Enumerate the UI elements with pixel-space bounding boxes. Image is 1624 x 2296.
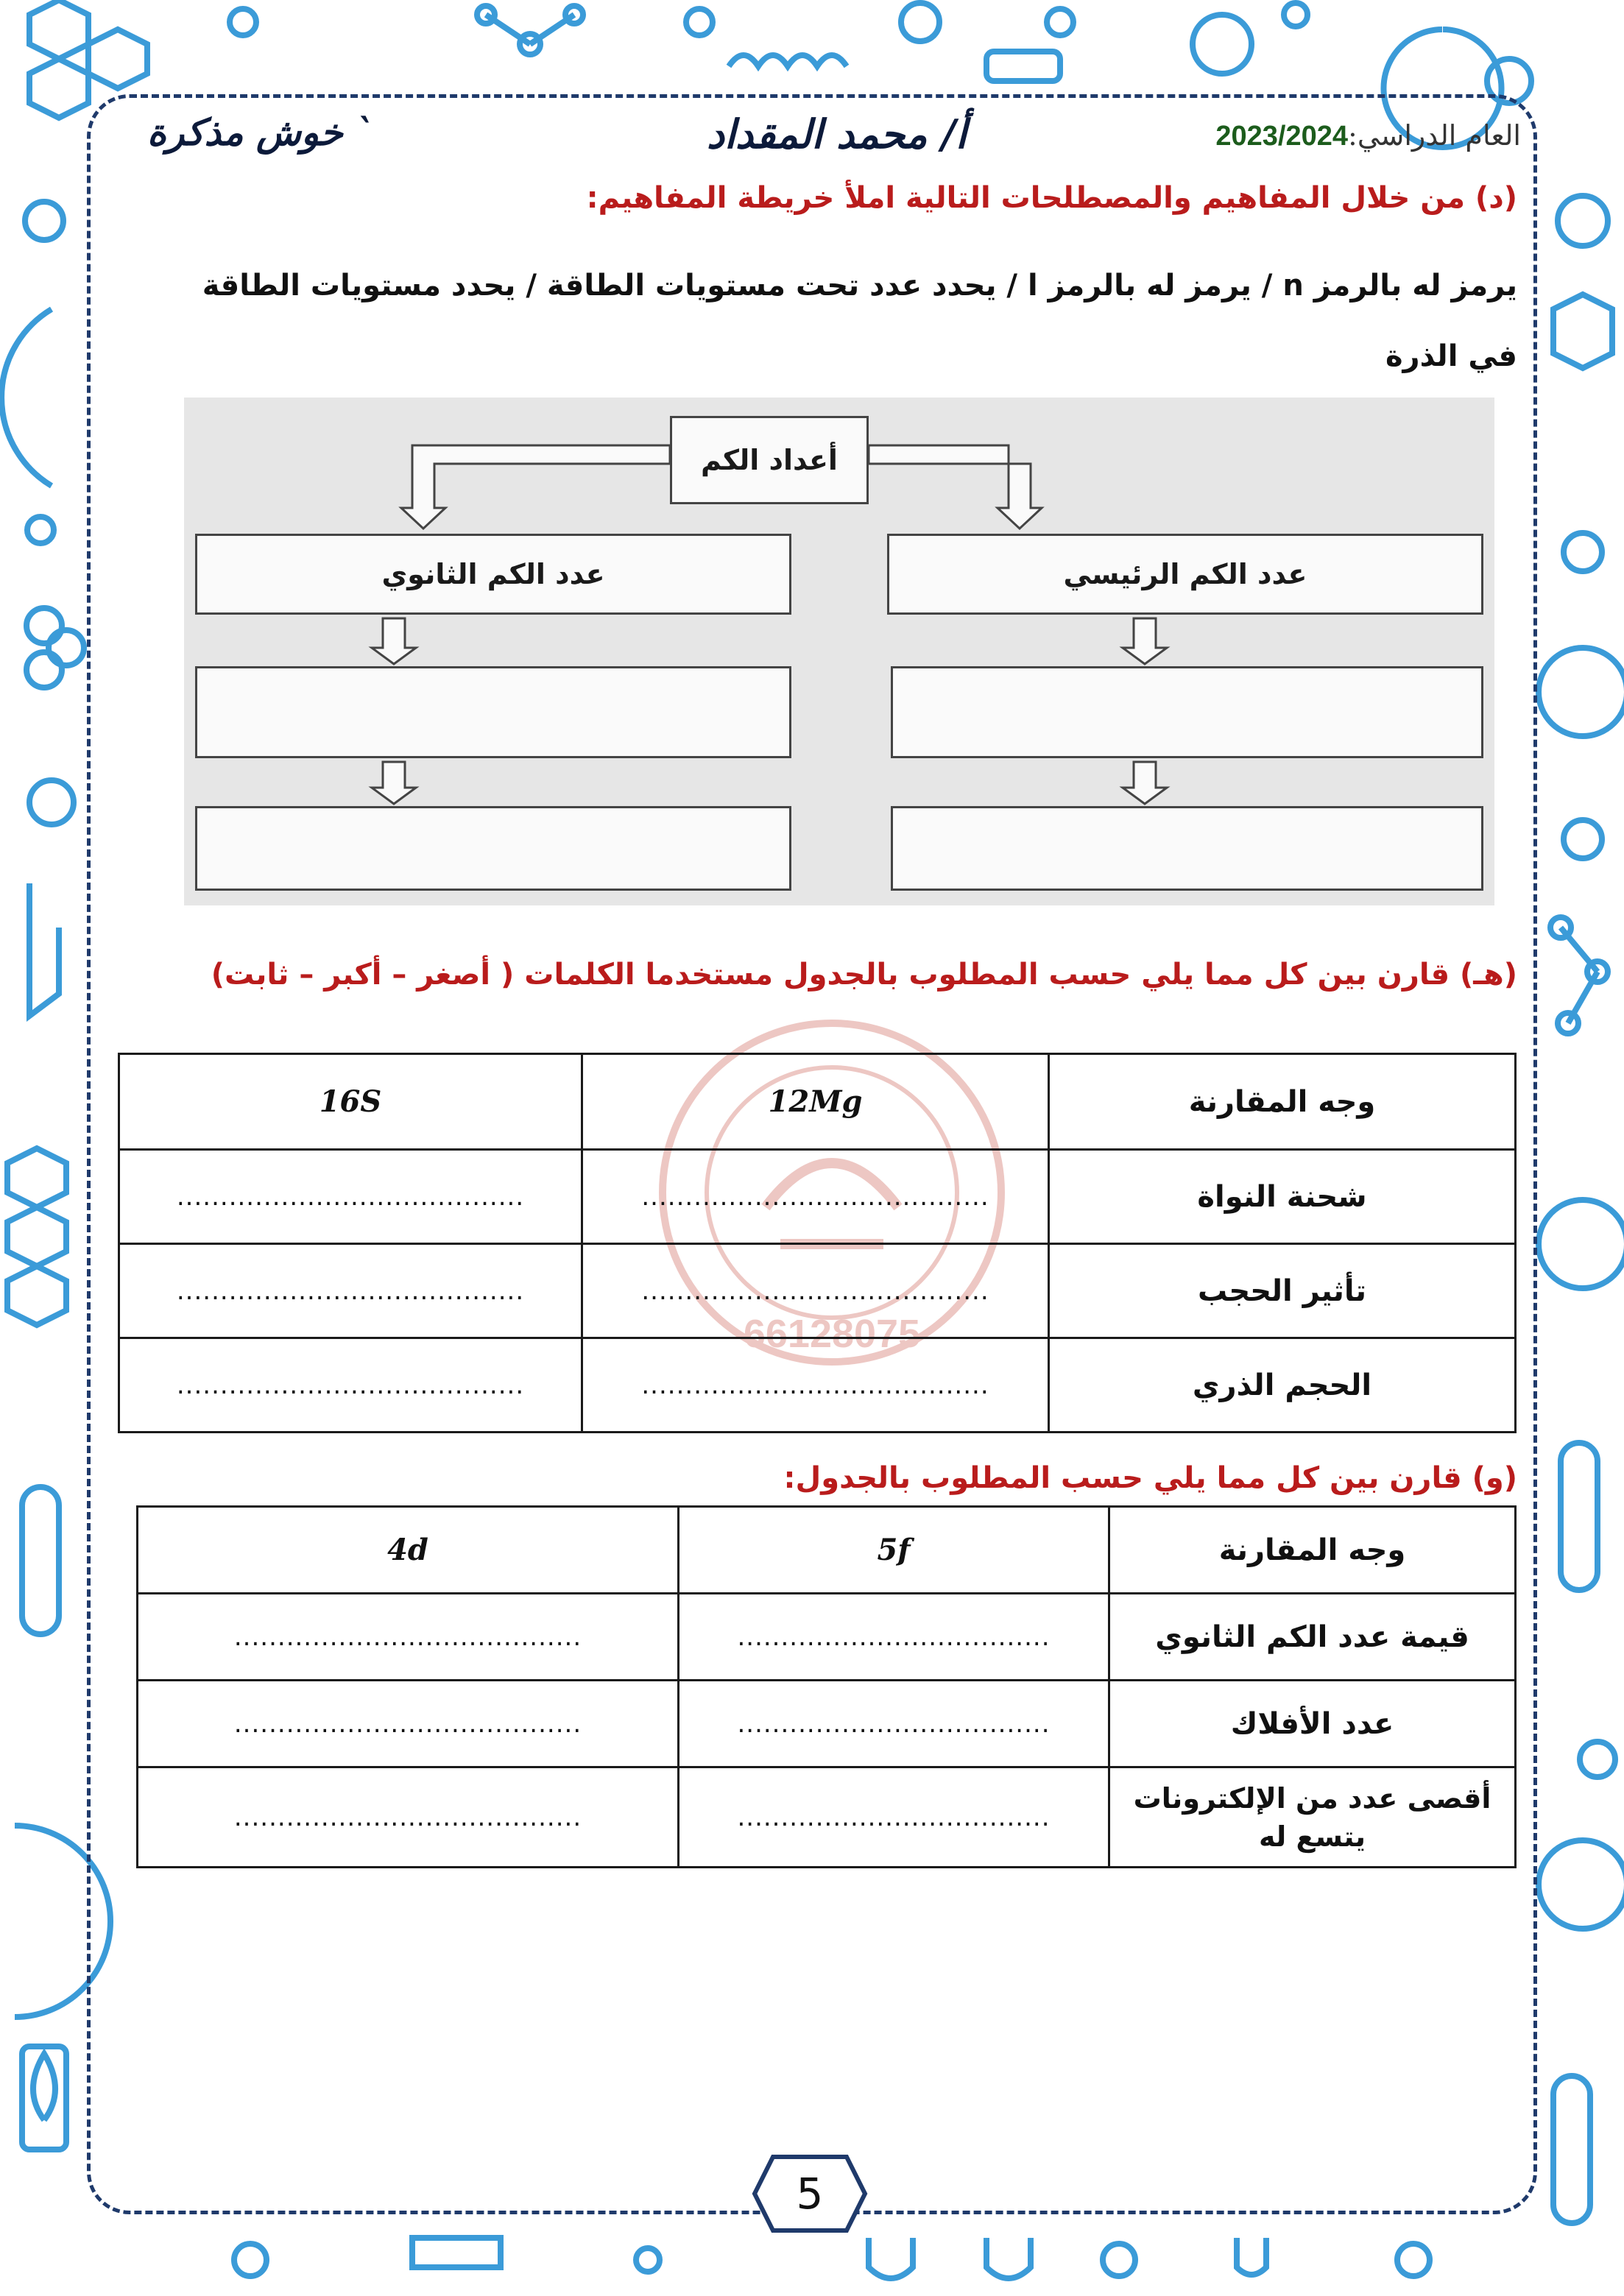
table-row [119, 1244, 1516, 1338]
table-w-row-label: عدد الأفلاك [1109, 1681, 1516, 1767]
table-w-col-aspect: وجه المقارنة [1109, 1507, 1516, 1594]
table-h-answer-cell[interactable]: ........................................ [119, 1150, 582, 1244]
table-w-answer-cell[interactable]: .................................... [679, 1767, 1109, 1868]
comparison-table-w [136, 1505, 1517, 1868]
concept-secondary-box: عدد الكم الثانوي [195, 534, 791, 615]
table-h-answer-cell[interactable]: ........................................ [119, 1338, 582, 1433]
watermark-number: 66128075 [743, 1312, 921, 1356]
table-h-answer-cell[interactable]: ........................................ [582, 1244, 1049, 1338]
table-row [138, 1681, 1516, 1767]
concept-map-arrows [184, 398, 1494, 905]
table-h-row-label: الحجم الذري [1049, 1338, 1516, 1433]
header-subtitle: خوش مذكرة ` [147, 110, 375, 154]
teacher-name: أ/ محمد المقداد [707, 110, 967, 158]
table-w-answer-cell[interactable]: ........................................ [138, 1681, 679, 1767]
year-label: العام الدراسي: [1348, 119, 1521, 152]
concept-primary-box: عدد الكم الرئيسي [887, 534, 1483, 615]
concept-map [184, 398, 1494, 905]
table-h-col-s [119, 1054, 582, 1150]
arrow-root-to-secondary [401, 445, 670, 529]
arrow-secondary-down-1 [372, 618, 416, 664]
page-number: 5 [796, 2169, 824, 2219]
section-w-title: (و) قارن بين كل مما يلي حسب المطلوب بالجدول: [783, 1461, 1517, 1495]
table-h-col-s-label: 16S [319, 1084, 382, 1119]
table-row [119, 1150, 1516, 1244]
year-value: 2023/2024 [1215, 121, 1349, 152]
section-d-terms: يرمز له بالرمز n / يرمز له بالرمز l / يحدد عدد تحت مستويات الطاقة / يحدد مستويات الطاقة في الذرة [202, 269, 1517, 373]
arrow-secondary-down-2 [372, 762, 416, 804]
arrow-root-to-primary [869, 445, 1042, 529]
table-h-header-row [119, 1054, 1516, 1150]
table-h-answer-cell[interactable]: ........................................ [582, 1150, 1049, 1244]
table-w-row-label: قيمة عدد الكم الثانوي [1109, 1594, 1516, 1681]
table-h-row-label: شحنة النواة [1049, 1150, 1516, 1244]
table-h-col-mg-label: 12Mg [768, 1084, 863, 1119]
table-row [119, 1338, 1516, 1433]
table-h-answer-cell[interactable]: ........................................ [582, 1338, 1049, 1433]
table-w-row-label: أقصى عدد من الإلكترونات يتسع له [1109, 1767, 1516, 1868]
table-w-col-4d: 4d [138, 1507, 679, 1594]
table-w-answer-cell[interactable]: ........................................ [138, 1767, 679, 1868]
table-h-col-mg [582, 1054, 1049, 1150]
table-h-row-label: تأثير الحجب [1049, 1244, 1516, 1338]
concept-root-box: أعداد الكم [670, 416, 869, 504]
table-row [138, 1594, 1516, 1681]
table-h-col-aspect: وجه المقارنة [1049, 1054, 1516, 1150]
table-w-answer-cell[interactable]: .................................... [679, 1594, 1109, 1681]
table-row [138, 1767, 1516, 1868]
arrow-primary-down-2 [1123, 762, 1167, 804]
comparison-table-h [118, 1053, 1517, 1433]
table-w-answer-cell[interactable]: .................................... [679, 1681, 1109, 1767]
table-w-col-5f: 5f [679, 1507, 1109, 1594]
table-h-answer-cell[interactable]: ........................................ [119, 1244, 582, 1338]
section-h-title: (هـ) قارن بين كل مما يلي حسب المطلوب بالجدول مستخدما الكلمات ( أصغر – أكبر – ثابت) [211, 958, 1517, 992]
table-w-header-row [138, 1507, 1516, 1594]
academic-year [1215, 119, 1521, 152]
section-d-title: (د) من خلال المفاهيم والمصطلحات التالية املأ خريطة المفاهيم: [586, 181, 1517, 215]
arrow-primary-down-1 [1123, 618, 1167, 664]
table-w-answer-cell[interactable]: ........................................ [138, 1594, 679, 1681]
